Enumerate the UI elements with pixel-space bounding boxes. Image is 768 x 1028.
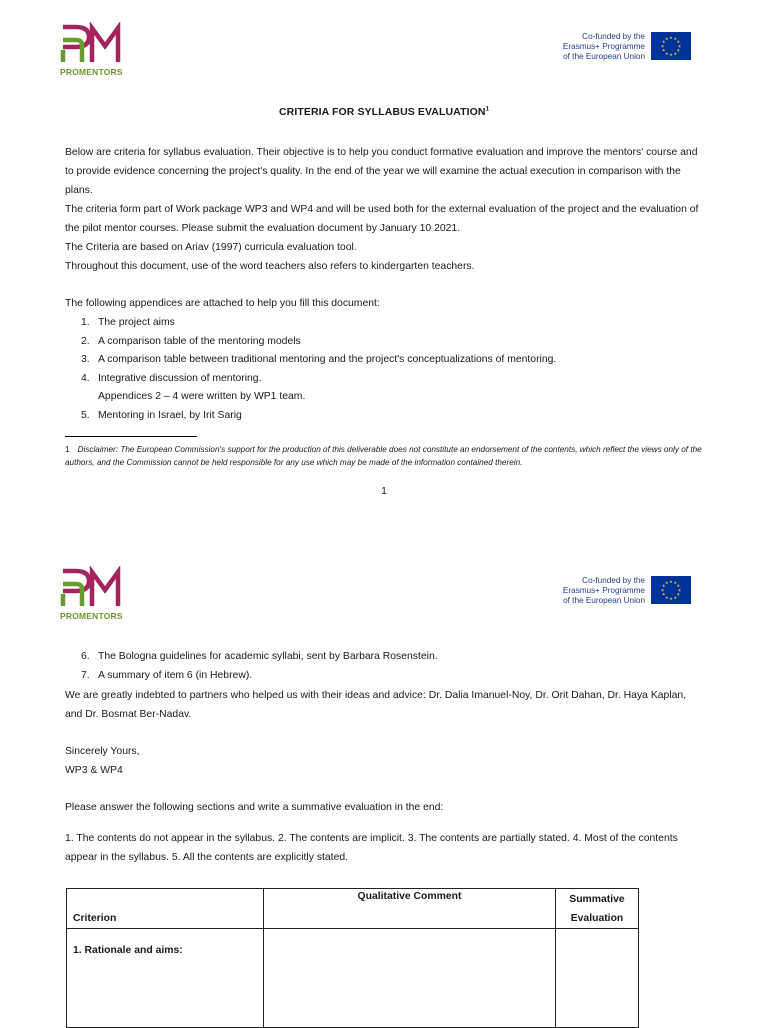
column-header-qualitative: Qualitative Comment [264,889,556,929]
eu-star-icon: ★ [660,43,665,49]
eu-star-icon: ★ [676,47,681,53]
eu-star-icon: ★ [661,591,666,597]
eu-star-icon: ★ [673,580,678,586]
list-item: 6. The Bologna guidelines for academic syllabi, sent by Barbara Rosenstein. [81,651,438,662]
eu-star-icon: ★ [669,34,673,40]
eu-star-icon: ★ [676,39,681,45]
promentors-logo [60,566,130,630]
eu-star-icon: ★ [661,583,666,589]
page-number: 1 [381,486,387,497]
eu-star-icon: ★ [677,43,682,49]
eu-star-icon: ★ [664,594,669,600]
eu-star-icon: ★ [677,587,682,593]
eu-star-icon: ★ [673,36,678,42]
column-header-summative: Summative Evaluation [556,889,639,929]
acknowledgements-paragraph: We are greatly indebted to partners who helped us with their ideas and advice: Dr. Dalia Imanuel-Noy, Dr. Orit Dahan, Dr. Haya Kaplan, and Dr. Bosmat Ber-Nadav. [65,690,687,720]
footnote-disclaimer: 1 Disclaimer: The European Commission's support for the production of this deliverable does not constitute an endorsement of the contents, which reflect the views only of the authors, and the Commission cannot be held responsible for any use which may be made of the information contained therein. [65,445,702,467]
intro-paragraph-wp: The criteria form part of Work package WP3 and WP4 and will be used both for the external evaluation of the project and the evaluation of the pilot mentor courses. Please submit the evaluation document by January 10 2021. [65,204,699,234]
pm-logo-mark-icon [60,22,126,66]
intro-paragraph: Below are criteria for syllabus evaluation. Their objective is to help you conduct formative evaluation and improve the mentors' course and to provide evidence concerning the project's quality. In the end of the year we will examine the actual execution in comparison with the plans. [65,147,698,196]
eu-star-icon: ★ [669,51,673,57]
logo-wordmark: PROMENTORS [60,67,123,77]
document-title: CRITERIA FOR SYLLABUS EVALUATION$^1$ [278,106,490,118]
qualitative-comment-cell[interactable] [264,929,556,1028]
pm-logo-mark-icon [60,566,126,610]
appendices-intro: The following appendices are attached to help you fill this document: [65,298,380,309]
eu-star-icon: ★ [660,587,665,593]
eu-star-icon: ★ [664,50,669,56]
list-item: 3. A comparison table between traditional mentoring and the project's conceptualizations of mentoring. [81,354,557,365]
list-item: 1. The project aims [81,317,175,328]
eu-star-icon: ★ [661,47,666,53]
instructions-line: Please answer the following sections and write a summative evaluation in the end: [65,802,444,813]
list-item: 2. A comparison table of the mentoring models [81,335,301,347]
list-item: 4. Integrative discussion of mentoring. [81,372,262,384]
column-header-criterion: Criterion [67,889,264,929]
table-header-row [67,889,639,929]
criterion-cell: 1. Rationale and aims: [67,929,264,1028]
summative-evaluation-cell[interactable] [556,929,639,1028]
eu-flag-icon [651,576,691,604]
evaluation-table [66,888,639,1028]
eu-star-icon: ★ [661,39,666,45]
appendices-list [65,314,556,425]
eu-badge-text: Co-funded by the Erasmus+ Programme of the European Union [562,576,645,606]
eu-star-icon: ★ [673,594,678,600]
logo-wordmark: PROMENTORS [60,611,123,621]
eu-star-icon: ★ [673,50,678,56]
eu-star-icon: ★ [664,580,669,586]
eu-star-icon: ★ [669,578,673,584]
intro-paragraph-ariav: The Criteria are based on Ariav (1997) curricula evaluation tool. [65,242,357,253]
closing-line: Sincerely Yours, [65,746,140,757]
intro-paragraph-teachers: Throughout this document, use of the word teachers also refers to kindergarten teachers. [65,261,475,272]
eu-star-icon: ★ [664,36,669,42]
list-item-note: Appendices 2 – 4 were written by WP1 team. [98,391,306,402]
eu-star-icon: ★ [676,583,681,589]
eu-star-icon: ★ [676,591,681,597]
eu-cofunded-badge [552,576,692,608]
eu-cofunded-badge [552,32,692,64]
footnote-divider [65,436,197,437]
rating-scale-description: 1. The contents do not appear in the syllabus. 2. The contents are implicit. 3. The contents are partially stated. 4. Most of the contents appear in the syllabus. 5. All the contents are explicitly stated. [65,833,678,863]
appendices-list-continued [65,648,438,685]
list-item: 7. A summary of item 6 (in Hebrew). [81,669,253,681]
signature-line: WP3 & WP4 [65,765,123,776]
eu-badge-text: Co-funded by the Erasmus+ Programme of the European Union [562,32,645,62]
eu-star-icon: ★ [669,595,673,601]
eu-flag-icon [651,32,691,60]
promentors-logo [60,22,130,86]
page-separator [0,530,768,555]
table-row [67,929,639,1028]
list-item: 5. Mentoring in Israel, by Irit Sarig [81,409,242,421]
